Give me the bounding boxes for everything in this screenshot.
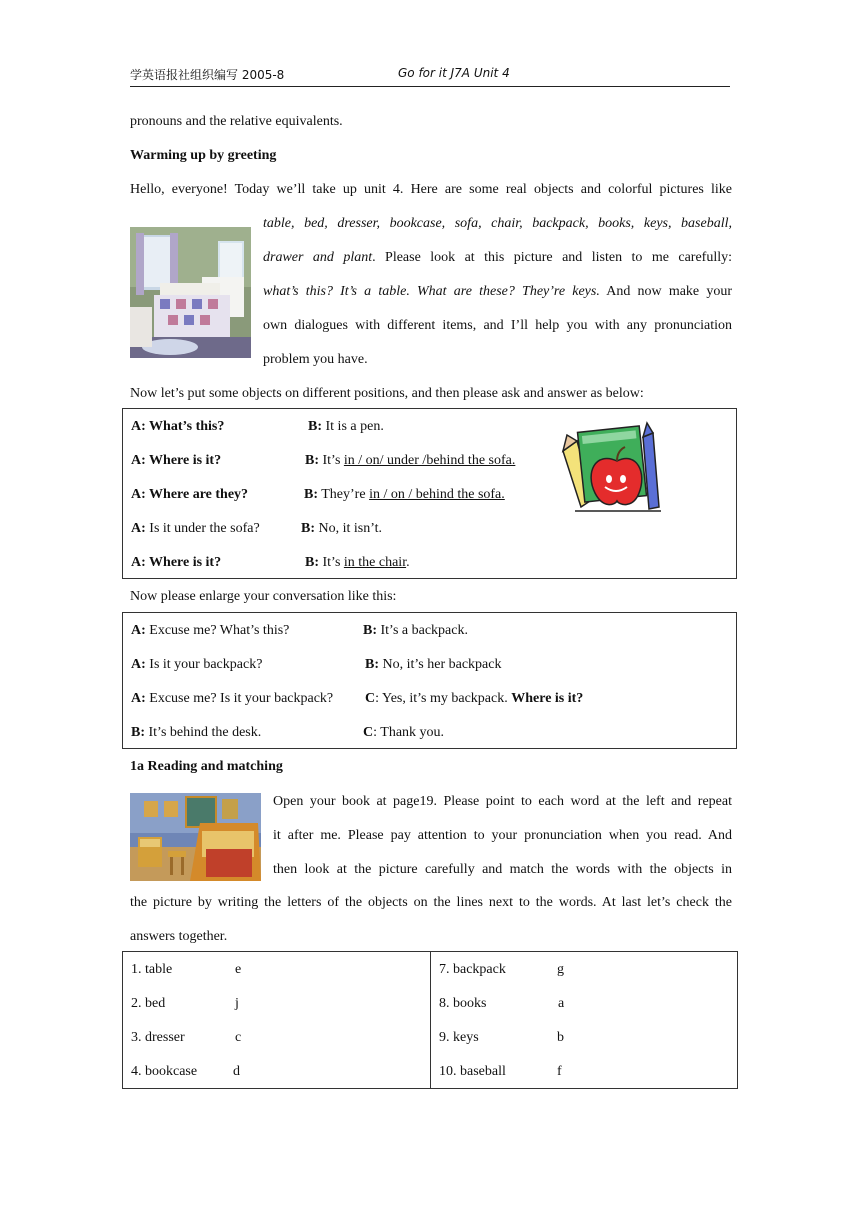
match-letter: c [235, 1030, 242, 1045]
response-text: No, it’s her backpack [379, 657, 502, 672]
response-text: : Yes, it’s my backpack. [375, 691, 512, 706]
warmup-line-6: problem you have. [263, 352, 368, 367]
match-letter: j [235, 996, 239, 1011]
warmup-line-4-rest: And now make your [599, 284, 732, 299]
answer [304, 485, 505, 505]
answer-text: It’s [319, 453, 344, 468]
match-word: 7. backpack [439, 962, 506, 977]
speaker-label: C [363, 725, 374, 740]
answer-underlined: in / on/ under /behind the sofa. [343, 453, 516, 468]
match-letter: b [557, 1030, 564, 1045]
match-letter: g [557, 962, 564, 977]
answer-text: They’re [318, 487, 370, 502]
speaker-label: B: [304, 487, 318, 502]
section-1a-line-4: the picture by writing the letters of the objects on the lines next to the words. At last let’s check the [130, 895, 732, 910]
warmup-line-5: own dialogues with different items, and I’ll help you with any pronunciation [263, 318, 732, 333]
answer [305, 553, 410, 573]
answer-text: It’s [319, 555, 344, 570]
speaker-label: A: [131, 623, 146, 638]
speaker-label: A: [131, 521, 146, 536]
question-text: What’s this? [145, 419, 225, 434]
dialogue-row-3 [131, 689, 584, 709]
match-word: 4. bookcase [131, 1064, 198, 1079]
match-word: 1. table [131, 962, 173, 977]
dialogue-row-1 [131, 417, 384, 437]
warmup-line-2: table, bed, dresser, bookcase, sofa, chair, backpack, books, keys, baseball, [263, 216, 732, 231]
speaker-label: A: [131, 487, 146, 502]
question-text: Where is it? [145, 453, 222, 468]
warmup-line-1: Hello, everyone! Today we’ll take up unit 4. Here are some real objects and colorful pictures like [130, 182, 732, 197]
speaker-label: B: [305, 453, 319, 468]
question-text: Is it under the sofa? [145, 521, 260, 536]
enlarge-line: Now please enlarge your conversation like this: [130, 589, 397, 604]
bedroom-painting [130, 793, 261, 881]
response-bold: Where is it? [511, 691, 584, 706]
match-word: 10. baseball [439, 1064, 506, 1079]
speaker-label: A: [131, 657, 146, 672]
match-word: 9. keys [439, 1030, 479, 1045]
response [365, 689, 583, 709]
dialogue-row-3 [131, 485, 505, 505]
warmup-line-3 [263, 248, 732, 268]
warmup-line-3-rest: . Please look at this picture and listen to me carefully: [372, 250, 732, 265]
speaker-label: B: [305, 555, 319, 570]
answer [308, 417, 384, 437]
match-letter: a [558, 996, 565, 1011]
dialogue-row-5 [131, 553, 410, 573]
warmup-line-3-italic: drawer and plant [263, 250, 373, 265]
speaker-label: B: [365, 657, 379, 672]
warmup-line-4-italic: what’s this? It’s a table. What are these? They’re keys. [263, 284, 600, 299]
line-text: It’s behind the desk. [145, 725, 262, 740]
response-text: It’s a backpack. [377, 623, 468, 638]
speaker-label: C [365, 691, 376, 706]
match-word: 2. bed [131, 996, 166, 1011]
header-unit-title: Go for it J7A Unit 4 [398, 66, 510, 80]
question-text: Where are they? [145, 487, 249, 502]
line-text: Is it your backpack? [145, 657, 263, 672]
speaker-label: A: [131, 691, 146, 706]
response-text: : Thank you. [373, 725, 445, 740]
answer [305, 451, 515, 471]
section-1a-heading: 1a Reading and matching [130, 759, 283, 774]
answer-tail: . [406, 555, 410, 570]
warmup-line-7: Now let’s put some objects on different positions, and then please ask and answer as below: [130, 386, 644, 401]
header-publisher: 学英语报社组织编写 2005-8 [130, 68, 285, 82]
dialogue-box-positions [122, 408, 737, 579]
intro-line: pronouns and the relative equivalents. [130, 114, 343, 129]
response [363, 621, 468, 641]
response [365, 655, 501, 675]
match-letter: f [557, 1064, 562, 1079]
speaker-label: B: [301, 521, 315, 536]
line-text: Excuse me? What’s this? [145, 623, 290, 638]
match-letter: d [233, 1064, 240, 1079]
answer-underlined: in / on / behind the sofa. [369, 487, 505, 502]
answer-underlined: in the chair [343, 555, 407, 570]
dialogue-row-1 [131, 621, 468, 641]
speaker-label: A: [131, 555, 146, 570]
speaker-label: B: [131, 725, 145, 740]
match-word: 3. dresser [131, 1030, 185, 1045]
response [363, 723, 444, 743]
warmup-line-4 [263, 282, 732, 302]
dialogue-row-2 [131, 655, 502, 675]
dialogue-row-4 [131, 723, 445, 743]
warmup-heading: Warming up by greeting [130, 148, 277, 163]
dialogue-row-4 [131, 519, 383, 539]
speaker-label: B: [363, 623, 377, 638]
matching-table [122, 951, 738, 1089]
question-text: Where is it? [145, 555, 222, 570]
dialogue-row-2 [131, 451, 516, 471]
page-header [130, 64, 730, 87]
line-text: Excuse me? Is it your backpack? [145, 691, 334, 706]
answer [301, 519, 382, 539]
section-1a-line-2: it after me. Please pay attention to your pronunciation when you read. And [273, 828, 732, 843]
section-1a-line-5: answers together. [130, 929, 228, 944]
section-1a-line-3: then look at the picture carefully and match the words with the objects in [273, 862, 732, 877]
bedroom-photo [130, 227, 251, 358]
section-1a-line-1: Open your book at page19. Please point to each word at the left and repeat [273, 794, 732, 809]
answer-text: No, it isn’t. [315, 521, 383, 536]
table-divider [430, 952, 431, 1088]
match-word: 8. books [439, 996, 487, 1011]
school-supplies-clipart [555, 421, 665, 515]
speaker-label: A: [131, 419, 146, 434]
match-letter: e [235, 962, 242, 977]
answer-text: It is a pen. [322, 419, 384, 434]
speaker-label: B: [308, 419, 322, 434]
speaker-label: A: [131, 453, 146, 468]
dialogue-box-backpack [122, 612, 737, 749]
